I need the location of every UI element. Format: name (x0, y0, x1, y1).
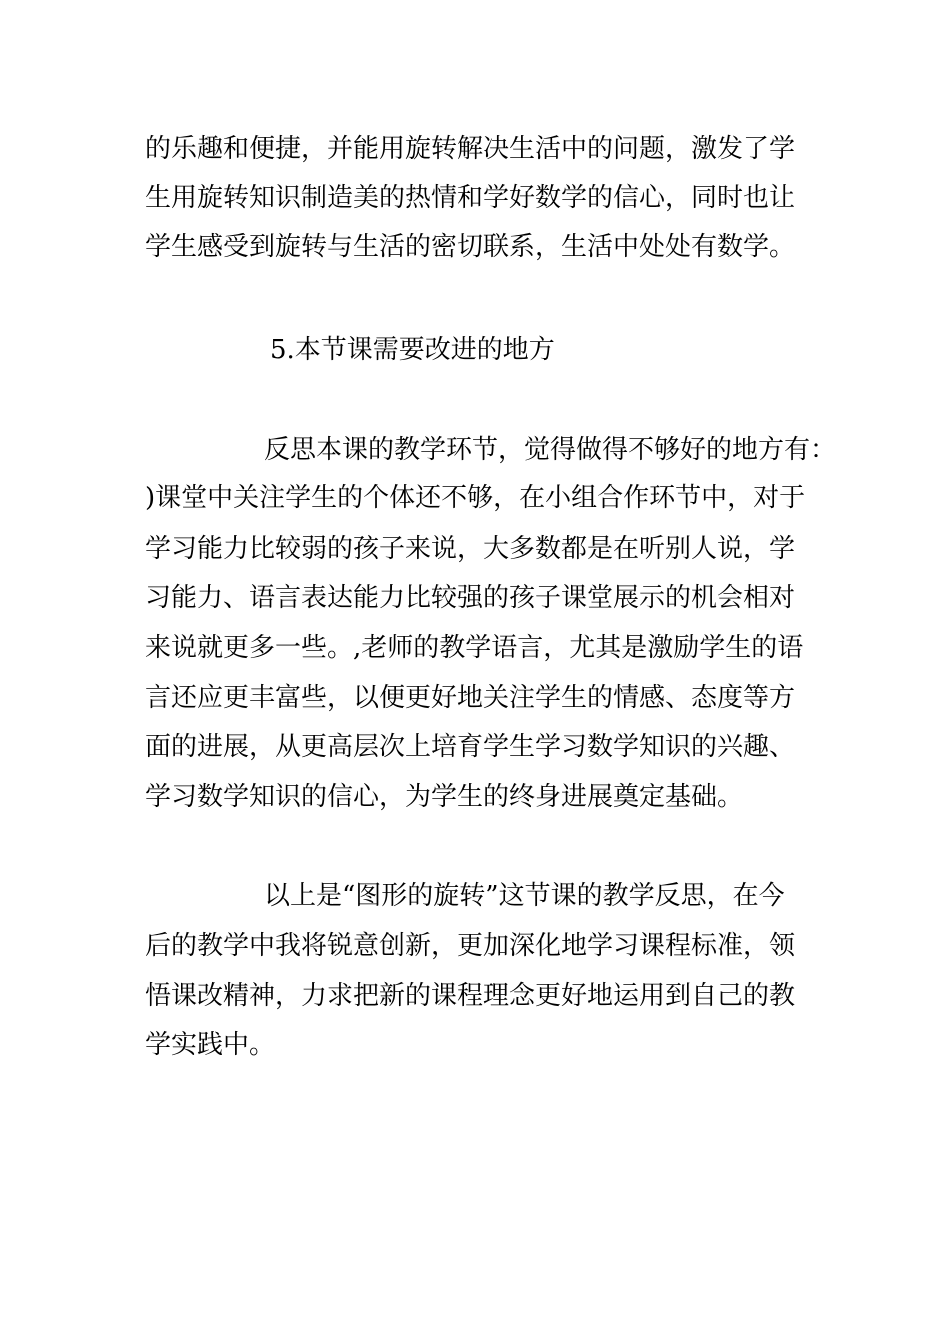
paragraph-2-line-7: 面的进展，从更高层次上培育学生学习数学知识的兴趣、 (145, 732, 796, 762)
paragraph-2-line-4: 习能力、语言表达能力比较强的孩子课堂展示的机会相对 (145, 583, 796, 613)
paragraph-2-line-6: 言还应更丰富些，以便更好地关注学生的情感、态度等方 (145, 683, 796, 713)
paragraph-2-line-2: )课堂中关注学生的个体还不够，在小组合作环节中，对于 (145, 483, 806, 513)
paragraph-3-line-1: 以上是“图形的旋转”这节课的教学反思，在今 (264, 881, 785, 911)
paragraph-3-line-3: 悟课改精神，力求把新的课程理念更好地运用到自己的教 (145, 981, 796, 1011)
paragraph-1-line-2: 生用旋转知识制造美的热情和学好数学的信心，同时也让 (145, 183, 796, 213)
paragraph-2-line-1: 反思本课的教学环节，觉得做得不够好的地方有： (264, 435, 837, 465)
paragraph-3-line-2: 后的教学中我将锐意创新，更加深化地学习课程标准，领 (145, 931, 796, 961)
paragraph-3-line-4: 学实践中。 (145, 1030, 276, 1060)
paragraph-1-line-1: 的乐趣和便捷，并能用旋转解决生活中的问题，激发了学 (145, 134, 796, 164)
paragraph-2-line-3: 学习能力比较弱的孩子来说，大多数都是在听别人说，学 (145, 534, 796, 564)
paragraph-2-line-5: 来说就更多一些。,老师的教学语言，尤其是激励学生的语 (145, 633, 804, 663)
paragraph-1-line-3: 学生感受到旋转与生活的密切联系，生活中处处有数学。 (145, 232, 796, 262)
paragraph-2-line-8: 学习数学知识的信心，为学生的终身进展奠定基础。 (145, 782, 744, 812)
section-heading: 5.本节课需要改进的地方 (270, 335, 555, 365)
